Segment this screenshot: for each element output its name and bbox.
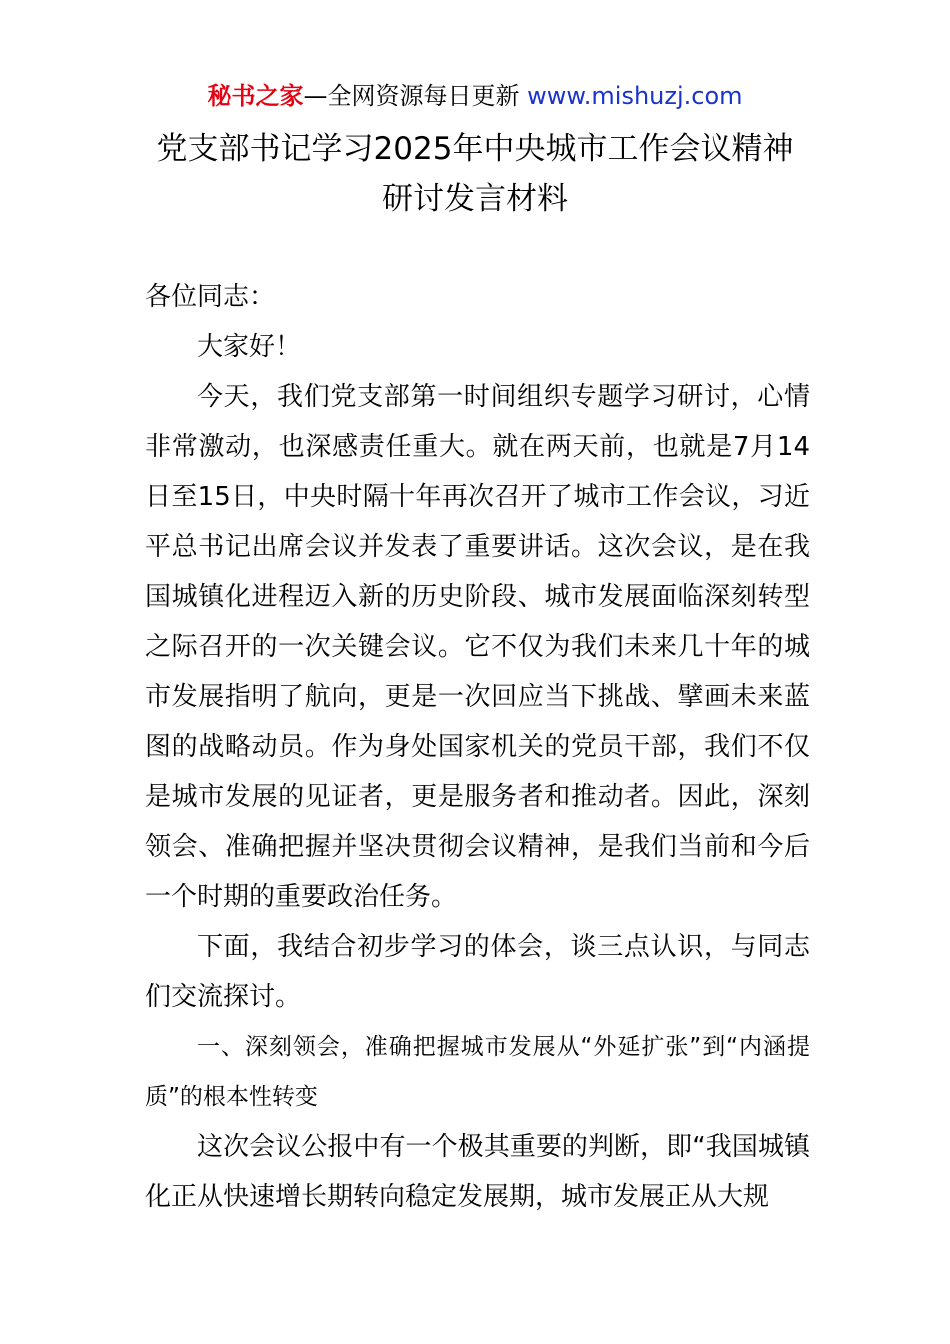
brand-name: 秘书之家 xyxy=(207,82,304,110)
document-body xyxy=(145,272,810,1222)
title-line-1: 党支部书记学习2025年中央城市工作会议精神 xyxy=(156,131,794,167)
document-title xyxy=(0,124,950,224)
section-1-paragraph: 这次会议公报中有一个极其重要的判断，即“我国城镇化正从快速增长期转向稳定发展期，城市发展正从大规 xyxy=(145,1132,810,1212)
greeting: 大家好！ xyxy=(197,332,302,362)
salutation: 各位同志： xyxy=(145,282,276,312)
section-1-heading: 一、深刻领会，准确把握城市发展从“外延扩张”到“内涵提质”的根本性转变 xyxy=(145,1034,810,1110)
paragraph-intro: 今天，我们党支部第一时间组织专题学习研讨，心情非常激动，也深感责任重大。就在两天前，也就是7月14日至15日，中央时隔十年再次召开了城市工作会议，习近平总书记出席会议并发表了重要讲话。这次会议，是在我国城镇化进程迈入新的历史阶段、城市发展面临深刻转型之际召开的一次关键会议。它不仅为我们未来几十年的城市发展指明了航向，更是一次回应当下挑战、擘画未来蓝图的战略动员。作为身处国家机关的党员干部，我们不仅是城市发展的见证者，更是服务者和推动者。因此，深刻领会、准确把握并坚决贯彻会议精神，是我们当前和今后一个时期的重要政治任务。 xyxy=(145,382,810,912)
title-line-2: 研讨发言材料 xyxy=(382,181,568,217)
site-header xyxy=(0,80,950,112)
paragraph-outline: 下面，我结合初步学习的体会，谈三点认识，与同志们交流探讨。 xyxy=(145,932,810,1012)
header-tagline: —全网资源每日更新 xyxy=(303,82,520,110)
site-url-link[interactable]: www.mishuzj.com xyxy=(527,82,743,110)
